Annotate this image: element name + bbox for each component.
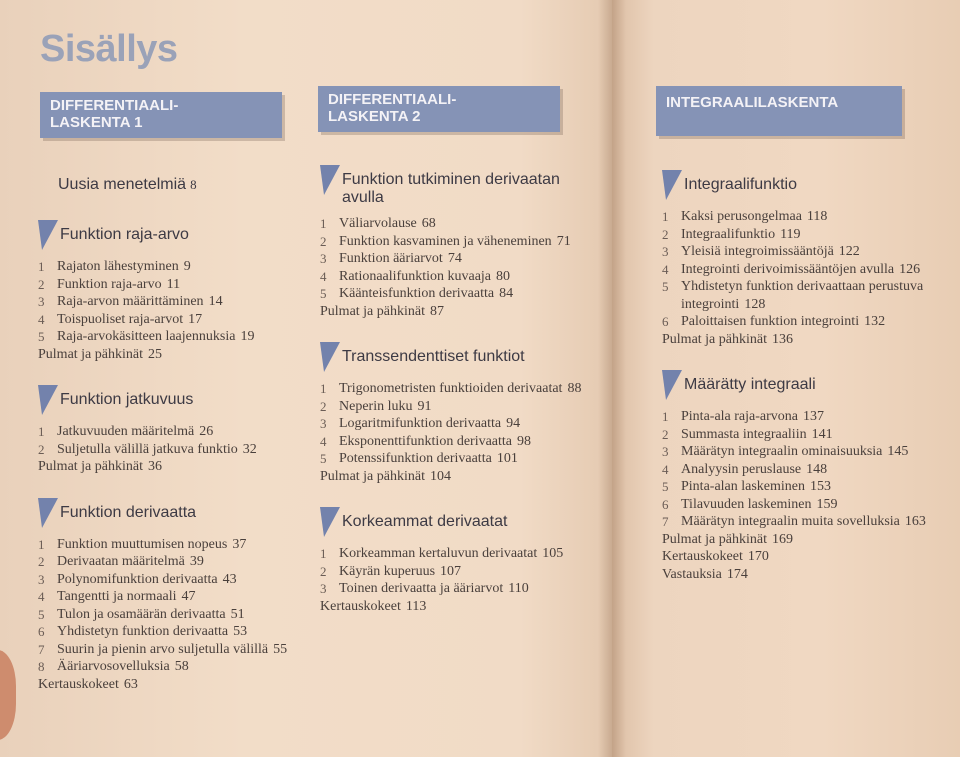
part-banner-2: DIFFERENTIAALI- LASKENTA 2 (318, 86, 560, 132)
item-title: Pinta-ala raja-arvona (681, 409, 798, 424)
item-number: 4 (662, 461, 669, 477)
chapter-title: Korkeammat derivaatat (342, 513, 508, 530)
item-number: 3 (662, 444, 669, 459)
page-title: Sisällys (40, 28, 178, 70)
extra-page: 113 (405, 598, 427, 614)
item-text-wrap (57, 328, 308, 346)
intro-page: 8 (190, 177, 197, 192)
item-page: 43 (222, 571, 237, 587)
item-page: 163 (904, 514, 926, 529)
extra-page: 36 (147, 459, 162, 474)
item-title: Logaritmifunktion derivaatta (339, 416, 502, 431)
item-page: 159 (816, 496, 838, 512)
item-title: Eksponenttifunktion derivaatta (339, 433, 513, 449)
item-page: 37 (232, 536, 247, 552)
extra-page: 170 (747, 549, 769, 564)
chapter-section (662, 370, 932, 583)
item-number: 1 (38, 536, 45, 552)
item-page: 148 (806, 461, 828, 477)
item-number: 2 (320, 563, 327, 579)
item-title: Suurin ja pienin arvo suljetulla välillä (57, 641, 269, 657)
triangle-marker-icon (320, 342, 340, 372)
toc-item (38, 588, 308, 606)
chapter-heading (38, 498, 308, 528)
extra-title: Kertauskokeet (320, 598, 401, 614)
item-text-wrap (681, 478, 932, 496)
toc-column-3 (662, 170, 932, 605)
item-number: 6 (662, 496, 669, 512)
item-number: 5 (662, 479, 669, 494)
toc-item (662, 208, 932, 226)
item-number: 2 (662, 426, 669, 442)
item-number: 3 (38, 294, 45, 309)
item-title: Rationaalifunktion kuvaaja (339, 268, 492, 284)
item-text-wrap (681, 513, 932, 531)
chapter-heading (662, 170, 932, 200)
chapter-heading (38, 220, 308, 250)
book-gutter (598, 0, 626, 757)
toc-extra-entry (320, 303, 590, 321)
chapter-title: Funktion tutkiminen derivaatan avulla (342, 171, 560, 206)
toc-extra-entry (38, 346, 308, 364)
item-number: 5 (38, 329, 45, 344)
item-page: 74 (447, 251, 462, 266)
extra-page: 104 (429, 468, 451, 484)
toc-item (320, 215, 590, 233)
item-title: Potenssifunktion derivaatta (339, 451, 492, 466)
toc-item (662, 226, 932, 244)
intro-title: Uusia menetelmiä (58, 176, 187, 193)
item-title: Määrätyn integraalin muita sovelluksia (681, 514, 900, 529)
triangle-marker-icon (38, 220, 58, 250)
item-text-wrap (339, 580, 590, 598)
item-number: 4 (38, 589, 45, 604)
extra-title: Pulmat ja pähkinät (38, 346, 143, 362)
chapter-title: Transsendenttiset funktiot (342, 348, 525, 365)
toc-item (662, 513, 932, 531)
item-number: 8 (38, 659, 45, 674)
toc-item (320, 563, 590, 581)
item-number: 2 (38, 441, 45, 457)
toc-item (38, 423, 308, 441)
item-title: Neperin luku (339, 398, 413, 414)
item-page: 55 (273, 641, 288, 657)
item-text-wrap (339, 268, 590, 286)
toc-item (320, 415, 590, 433)
extra-title: Kertauskokeet (662, 549, 743, 564)
extra-title: Pulmat ja pähkinät (38, 459, 143, 474)
toc-column-2 (320, 165, 590, 637)
item-number: 4 (320, 433, 327, 449)
item-number: 6 (662, 314, 669, 329)
item-page: 98 (517, 433, 532, 449)
item-page: 141 (811, 426, 833, 442)
item-number: 5 (320, 451, 327, 466)
chapter-heading (320, 507, 590, 537)
item-title: Käänteisfunktion derivaatta (339, 286, 495, 301)
item-number: 5 (662, 279, 669, 294)
item-title: Yhdistetyn funktion derivaatta (57, 624, 229, 639)
item-title: Yleisiä integroimissääntöjä (681, 244, 834, 259)
item-number: 1 (38, 424, 45, 439)
item-text-wrap (57, 258, 308, 276)
item-page: 51 (230, 606, 245, 622)
item-text-wrap (681, 443, 932, 461)
item-title: Korkeamman kertaluvun derivaatat (339, 546, 538, 561)
toc-extra-entry (662, 566, 932, 584)
item-text-wrap (57, 441, 308, 459)
toc-item (320, 398, 590, 416)
item-title: Analyysin peruslause (681, 461, 802, 477)
item-number: 3 (662, 244, 669, 259)
item-page: 132 (864, 314, 886, 329)
chapter-heading (38, 385, 308, 415)
item-title: Raja-arvon määrittäminen (57, 294, 204, 309)
item-text-wrap (339, 233, 590, 251)
toc-column-1 (38, 170, 308, 715)
item-title: Trigonometristen funktioiden derivaatat (339, 381, 563, 396)
triangle-marker-icon (662, 170, 682, 200)
item-page: 84 (499, 286, 514, 301)
toc-item (662, 426, 932, 444)
item-title: Polynomifunktion derivaatta (57, 571, 218, 587)
item-title: Yhdistetyn funktion derivaattaan perustuva integrointi (681, 279, 924, 312)
item-number: 4 (38, 311, 45, 327)
toc-item (320, 433, 590, 451)
toc-item (662, 496, 932, 514)
item-page: 118 (806, 209, 828, 224)
item-page: 119 (780, 226, 801, 242)
item-title: Ääriarvosovelluksia (57, 659, 170, 674)
item-number: 7 (662, 514, 669, 529)
item-number: 2 (38, 554, 45, 569)
item-title: Funktion ääriarvot (339, 251, 443, 266)
item-title: Integraalifunktio (681, 226, 776, 242)
part-banner-3: INTEGRAALILASKENTA (656, 86, 902, 136)
toc-item (662, 261, 932, 279)
triangle-marker-icon (38, 385, 58, 415)
chapter-title: Funktion jatkuvuus (60, 391, 194, 408)
triangle-marker-icon (320, 165, 340, 195)
item-text-wrap (339, 433, 590, 451)
item-text-wrap (339, 285, 590, 303)
chapter-heading (320, 342, 590, 372)
toc-item (38, 658, 308, 676)
item-text-wrap (57, 623, 308, 641)
toc-item (662, 478, 932, 496)
item-text-wrap (681, 243, 932, 261)
item-page: 153 (810, 479, 832, 494)
item-page: 47 (181, 589, 196, 604)
item-page: 128 (744, 296, 766, 312)
toc-item (38, 571, 308, 589)
toc-extra-entry (320, 598, 590, 616)
toc-item (662, 243, 932, 261)
item-text-wrap (57, 423, 308, 441)
item-text-wrap (681, 408, 932, 426)
toc-item (662, 461, 932, 479)
chapter-title: Määrätty integraali (684, 376, 816, 393)
item-page: 105 (542, 546, 564, 561)
item-number: 5 (320, 286, 327, 301)
toc-item (320, 250, 590, 268)
toc-item (662, 443, 932, 461)
item-title: Tangentti ja normaali (57, 589, 177, 604)
triangle-marker-icon (320, 507, 340, 537)
triangle-marker-icon (38, 498, 58, 528)
toc-item (38, 258, 308, 276)
item-title: Pinta-alan laskeminen (681, 479, 806, 494)
toc-item (38, 311, 308, 329)
item-text-wrap (681, 461, 932, 479)
toc-extra-entry (662, 548, 932, 566)
item-page: 39 (189, 554, 204, 569)
item-text-wrap (681, 313, 932, 331)
chapter-title: Funktion derivaatta (60, 503, 197, 521)
item-text-wrap (57, 588, 308, 606)
item-title: Summasta integraaliin (681, 426, 807, 442)
extra-title: Kertauskokeet (38, 676, 119, 692)
extra-title: Pulmat ja pähkinät (662, 531, 767, 547)
toc-item (38, 553, 308, 571)
toc-item (320, 450, 590, 468)
item-number: 5 (38, 606, 45, 622)
item-page: 26 (199, 424, 214, 439)
chapter-section (320, 342, 590, 485)
toc-item (662, 278, 932, 313)
item-text-wrap (681, 208, 932, 226)
item-page: 11 (166, 276, 181, 292)
item-number: 2 (320, 233, 327, 249)
chapter-heading (662, 370, 932, 400)
item-page: 19 (240, 329, 255, 344)
extra-page: 25 (147, 346, 162, 362)
chapter-section (320, 165, 590, 320)
item-page: 32 (242, 441, 257, 457)
item-title: Käyrän kuperuus (339, 563, 436, 579)
toc-extra-entry (38, 676, 308, 694)
item-title: Määrätyn integraalin ominaisuuksia (681, 444, 883, 459)
item-text-wrap (57, 571, 308, 589)
item-page: 145 (887, 444, 909, 459)
extra-title: Vastauksia (662, 566, 722, 582)
item-text-wrap (681, 496, 932, 514)
toc-item (320, 285, 590, 303)
item-title: Toispuoliset raja-arvot (57, 311, 184, 327)
item-title: Väliarvolause (339, 216, 417, 231)
item-text-wrap (339, 415, 590, 433)
chapter-section (320, 507, 590, 615)
item-title: Funktion kasvaminen ja väheneminen (339, 233, 552, 249)
item-number: 2 (662, 226, 669, 242)
toc-extra-entry (662, 331, 932, 349)
toc-extra-entry (38, 458, 308, 476)
item-text-wrap (57, 658, 308, 676)
toc-extra-entry (662, 531, 932, 549)
toc-item (38, 641, 308, 659)
item-page: 110 (508, 581, 529, 596)
item-text-wrap (57, 293, 308, 311)
item-text-wrap (339, 380, 590, 398)
item-page: 17 (188, 311, 203, 327)
item-text-wrap (57, 553, 308, 571)
intro-entry (58, 176, 308, 194)
item-number: 1 (320, 546, 327, 561)
item-text-wrap (339, 450, 590, 468)
extra-title: Pulmat ja pähkinät (320, 303, 425, 319)
toc-item (38, 606, 308, 624)
item-title: Rajaton lähestyminen (57, 259, 179, 274)
toc-item (320, 268, 590, 286)
chapter-title: Funktion raja-arvo (60, 226, 189, 243)
item-title: Raja-arvokäsitteen laajennuksia (57, 329, 236, 344)
item-page: 101 (496, 451, 518, 466)
toc-item (38, 441, 308, 459)
chapter-section (38, 385, 308, 476)
toc-item (38, 276, 308, 294)
chapter-heading (320, 165, 590, 207)
toc-item (320, 380, 590, 398)
item-page: 126 (899, 261, 921, 277)
item-number: 6 (38, 624, 45, 639)
item-text-wrap (681, 426, 932, 444)
item-number: 1 (662, 409, 669, 424)
item-number: 3 (320, 416, 327, 431)
extra-title: Pulmat ja pähkinät (320, 468, 425, 484)
item-text-wrap (339, 215, 590, 233)
item-text-wrap (681, 226, 932, 244)
item-page: 68 (421, 216, 436, 231)
extra-page: 63 (123, 676, 138, 692)
toc-item (38, 293, 308, 311)
extra-title: Pulmat ja pähkinät (662, 331, 767, 347)
item-text-wrap (57, 276, 308, 294)
item-text-wrap (339, 563, 590, 581)
item-text-wrap (57, 641, 308, 659)
item-page: 94 (506, 416, 521, 431)
item-number: 1 (320, 381, 327, 396)
item-title: Jatkuvuuden määritelmä (57, 424, 195, 439)
chapter-section (38, 498, 308, 694)
item-page: 91 (417, 398, 432, 414)
item-page: 88 (567, 381, 582, 396)
item-title: Integrointi derivoimissääntöjen avulla (681, 261, 895, 277)
item-title: Funktion raja-arvo (57, 276, 162, 292)
item-text-wrap (57, 311, 308, 329)
toc-item (38, 623, 308, 641)
chapter-section (662, 170, 932, 348)
item-title: Suljetulla välillä jatkuva funktio (57, 441, 238, 457)
item-title: Kaksi perusongelmaa (681, 209, 802, 224)
item-text-wrap (339, 545, 590, 563)
chapter-section (38, 220, 308, 363)
item-title: Derivaatan määritelmä (57, 554, 185, 569)
item-number: 4 (662, 261, 669, 277)
item-number: 1 (662, 209, 669, 224)
toc-extra-entry (320, 468, 590, 486)
item-text-wrap (57, 536, 308, 554)
item-text-wrap (681, 278, 932, 313)
toc-item (320, 580, 590, 598)
item-text-wrap (57, 606, 308, 624)
item-text-wrap (339, 398, 590, 416)
extra-page: 169 (771, 531, 793, 547)
toc-item (662, 408, 932, 426)
chapter-title: Integraalifunktio (684, 176, 797, 193)
item-number: 7 (38, 641, 45, 657)
item-title: Funktion muuttumisen nopeus (57, 536, 228, 552)
item-text-wrap (339, 250, 590, 268)
item-number: 3 (320, 251, 327, 266)
toc-item (38, 328, 308, 346)
toc-item (320, 545, 590, 563)
item-page: 58 (174, 659, 189, 674)
toc-item (662, 313, 932, 331)
item-title: Tilavuuden laskeminen (681, 496, 812, 512)
item-page: 122 (838, 244, 860, 259)
item-number: 2 (320, 398, 327, 414)
item-title: Tulon ja osamäärän derivaatta (57, 606, 226, 622)
extra-page: 87 (429, 303, 444, 319)
item-page: 107 (440, 563, 462, 579)
toc-item (38, 536, 308, 554)
item-page: 137 (803, 409, 824, 424)
item-page: 53 (233, 624, 248, 639)
item-number: 3 (320, 581, 327, 596)
item-number: 4 (320, 268, 327, 284)
item-title: Paloittaisen funktion integrointi (681, 314, 860, 329)
item-page: 9 (183, 259, 191, 274)
item-page: 80 (496, 268, 511, 284)
item-page: 14 (208, 294, 223, 309)
extra-page: 174 (726, 566, 748, 582)
item-number: 2 (38, 276, 45, 292)
part-banner-1: DIFFERENTIAALI- LASKENTA 1 (40, 92, 282, 138)
item-number: 3 (38, 571, 45, 587)
item-text-wrap (681, 261, 932, 279)
item-title: Toinen derivaatta ja ääriarvot (339, 581, 504, 596)
extra-page: 136 (771, 331, 793, 347)
triangle-marker-icon (662, 370, 682, 400)
item-number: 1 (38, 259, 45, 274)
item-number: 1 (320, 216, 327, 231)
item-page: 71 (556, 233, 571, 249)
toc-item (320, 233, 590, 251)
